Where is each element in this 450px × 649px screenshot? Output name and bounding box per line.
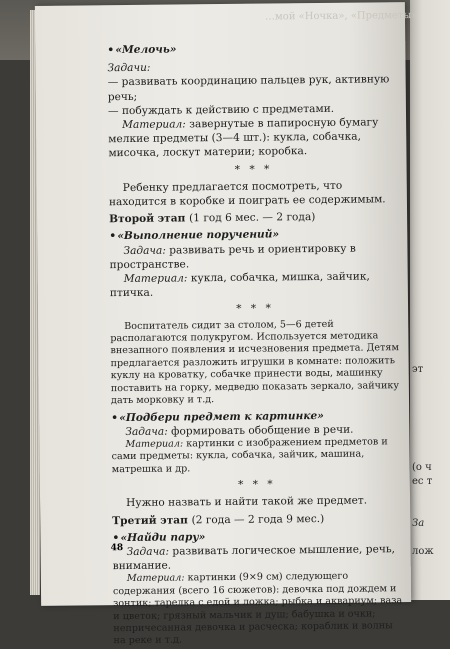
page-number: 48 — [110, 543, 124, 554]
book-page — [35, 2, 418, 647]
material-line: Материал: кукла, собачка, мишка, зайчик, птичка. — [109, 270, 370, 300]
bleed-through-text: …мой «Ночка», «Предметы» — [264, 9, 418, 23]
separator-stars: * * * — [236, 302, 274, 316]
task-line: — побуждать к действию с предметами. — [107, 102, 335, 118]
section-title-melochi: •«Мелочь» — [107, 43, 177, 57]
body-paragraph: Ребенку предлагается посмотреть, что находится в коробке и поиграть ее содержимым. — [108, 179, 386, 209]
task-line: Задача: развивать речь и ориентировку в пространстве. — [109, 242, 356, 272]
body-paragraph: Воспитатель сидит за столом, 5—6 детей располагаются полукругом. Используется методика внезапного появления и исчезновения предмета. Детям предлагается разложить игрушки в комнате: положить куклу на кроватку, собачке принести воды, машинку поставить на горку, медведю показать зеркало, зайчику дать морковку и т.д. — [110, 318, 400, 407]
section-title-podberi: •«Подбери предмет к картинке» — [111, 409, 324, 424]
page-content — [107, 38, 403, 648]
right-page-fragment: эт — [412, 364, 424, 375]
stage-heading: Третий этап (2 года — 2 года 9 мес.) — [112, 512, 325, 527]
task-line: Задача: формировать обобщение в речи. — [125, 423, 354, 438]
right-page-fragment: За — [412, 518, 425, 529]
right-page-fragment: лож — [412, 546, 434, 557]
separator-stars: * * * — [234, 163, 273, 176]
stage-heading: Второй этап (1 год 6 мес. — 2 года) — [109, 211, 316, 226]
right-page-fragment: (о ч — [412, 462, 432, 473]
body-paragraph: Нужно назвать и найти такой же предмет. — [126, 494, 368, 510]
material-line: Материал: завернутые в папиросную бумагу мелкие предметы (3—4 шт.): кукла, собачка, мисочка, лоскут материи; коробка. — [108, 116, 379, 160]
right-page-fragment: ес т — [412, 476, 433, 487]
stage-title: Второй этап — [109, 212, 186, 226]
section-title-porucheniya: •«Выполнение поручений» — [109, 228, 280, 243]
task-line: Задача: развивать логическое мышление, речь, внимание. — [112, 543, 396, 573]
right-page — [410, 0, 450, 600]
material-line: Материал: картинки (9×9 см) следующего содержания (всего 16 сюжетов): девочка под дождем и зонтик; тарелка с едой и ложка; рыбка и аквариум; ваза и цветок; грязный мальчик и душ; бабушка и очки; непричесанная девочка и расческа; кораблик и волны на реке и т.д. — [112, 571, 403, 647]
material-line: Материал: картинки с изображением предметов и сами предметы: кукла, собачка, зайчик, машина, матрешка и др. — [111, 436, 388, 475]
tasks-label: Задачи: — [107, 61, 151, 75]
separator-stars: * * * — [238, 478, 276, 491]
task-line: — развивать координацию пальцев рук, активную речь; — [107, 73, 390, 103]
stage-title: Третий этап — [112, 513, 188, 527]
section-title-naydi-paru: •«Найди пару» — [112, 530, 206, 544]
